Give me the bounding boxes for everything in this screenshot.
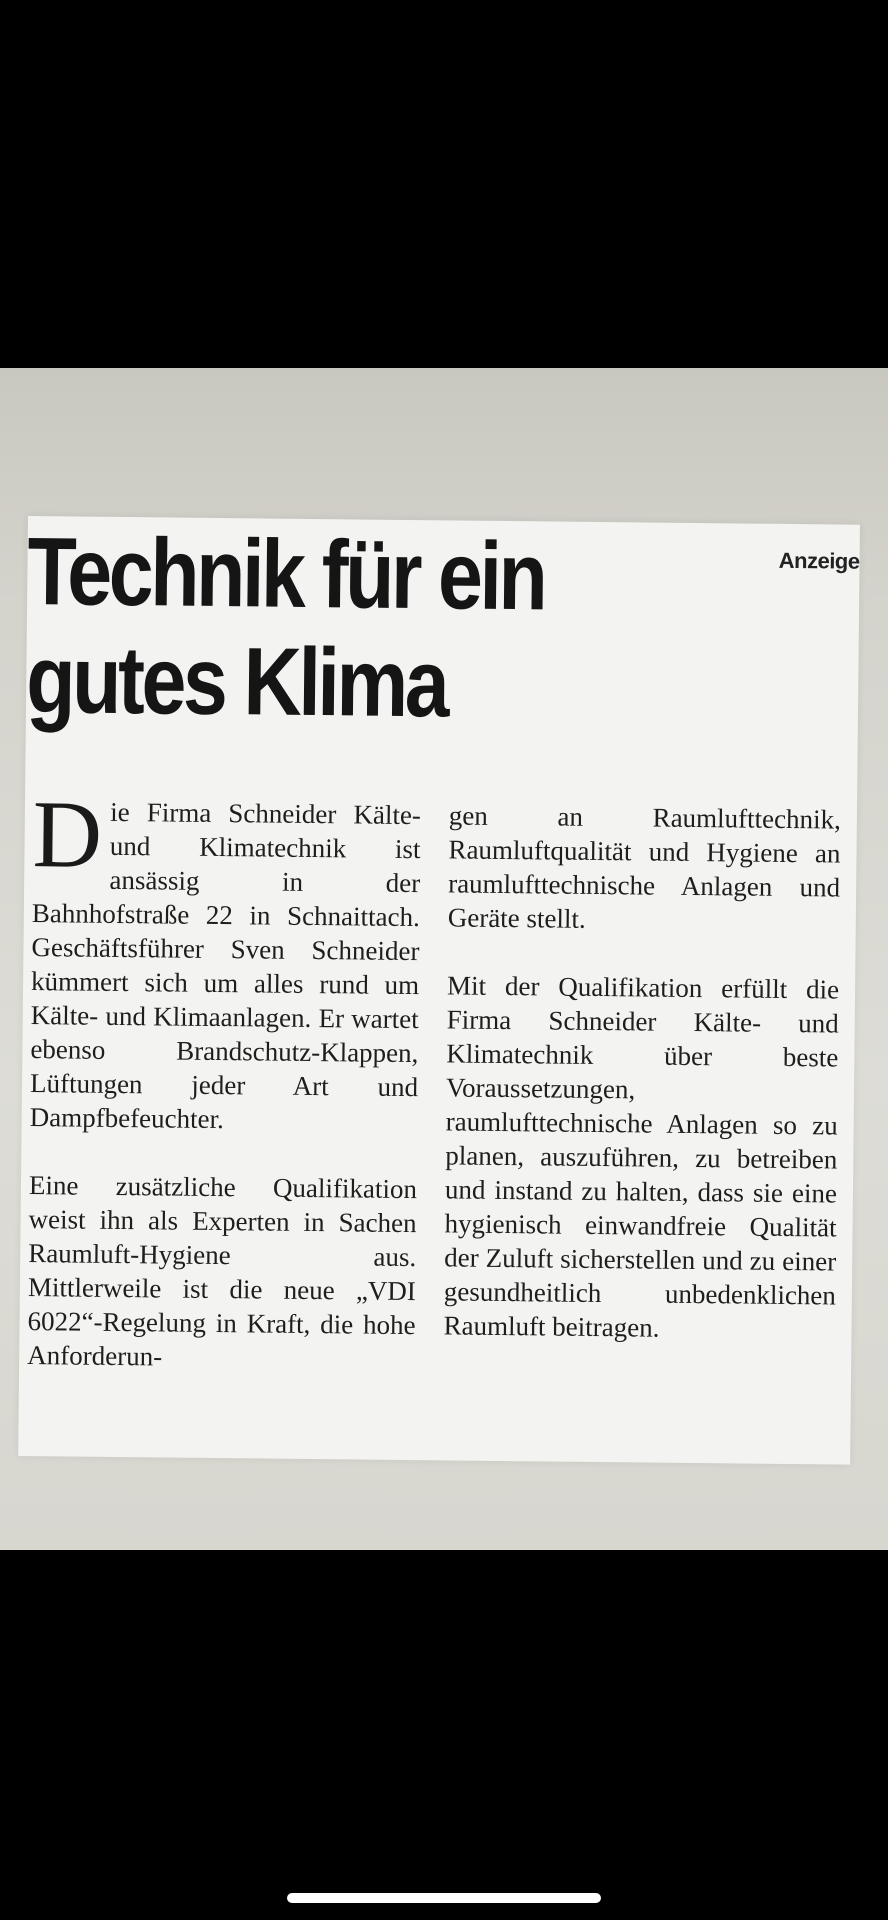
paragraph-1-text: ie Firma Schneider Kälte- und Klimatechnik ist ansässig in der Bahnhofstraße 22 in Schnaittach. Geschäftsführer Sven Schneider kümmert sich um alles rund um Kälte- und Klimaanlagen. Er wartet ebenso Brandschutz-Klappen, Lüftungen jeder Art und Dampfbefeuchter. (29, 796, 422, 1135)
paragraph-1 (29, 780, 422, 1138)
article-column-left (27, 780, 422, 1410)
paragraph-4: Mit der Qualifikation erfüllt die Firma Schneider Kälte- und Klimatechnik über beste Voraussetzungen, raumlufttechnische Anlagen so zu planen, auszuführen, zu betreiben und instand zu halten, dass sie eine hygienisch einwandfreie Qualität der Zuluft sicherstellen und zu einer gesundheitlich unbedenklichen Raumluft beitragen. (443, 970, 840, 1343)
drop-cap: D (32, 780, 103, 888)
article-column-right (443, 798, 841, 1380)
article-headline (26, 518, 616, 740)
headline-line-1: Technik für ein (26, 517, 546, 631)
photo-of-newspaper-clipping (0, 368, 888, 1550)
paragraph-2: Eine zusätzliche Qualifikation weist ihn als Experten in Sachen Raumluft-Hygiene aus. Mittlerweile ist die neue „VDI 6022“-Regelung in Kraft, die hohe Anforderun- (27, 1170, 418, 1372)
headline-line-2: gutes Klima (25, 625, 447, 738)
newspaper-article (18, 516, 860, 1465)
paragraph-3: gen an Raumlufttechnik, Raumluftqualität und Hygiene an raumlufttechnische Anlagen und Geräte stellt. (447, 800, 842, 934)
ad-label: Anzeige (778, 547, 860, 574)
home-indicator[interactable] (287, 1893, 601, 1903)
